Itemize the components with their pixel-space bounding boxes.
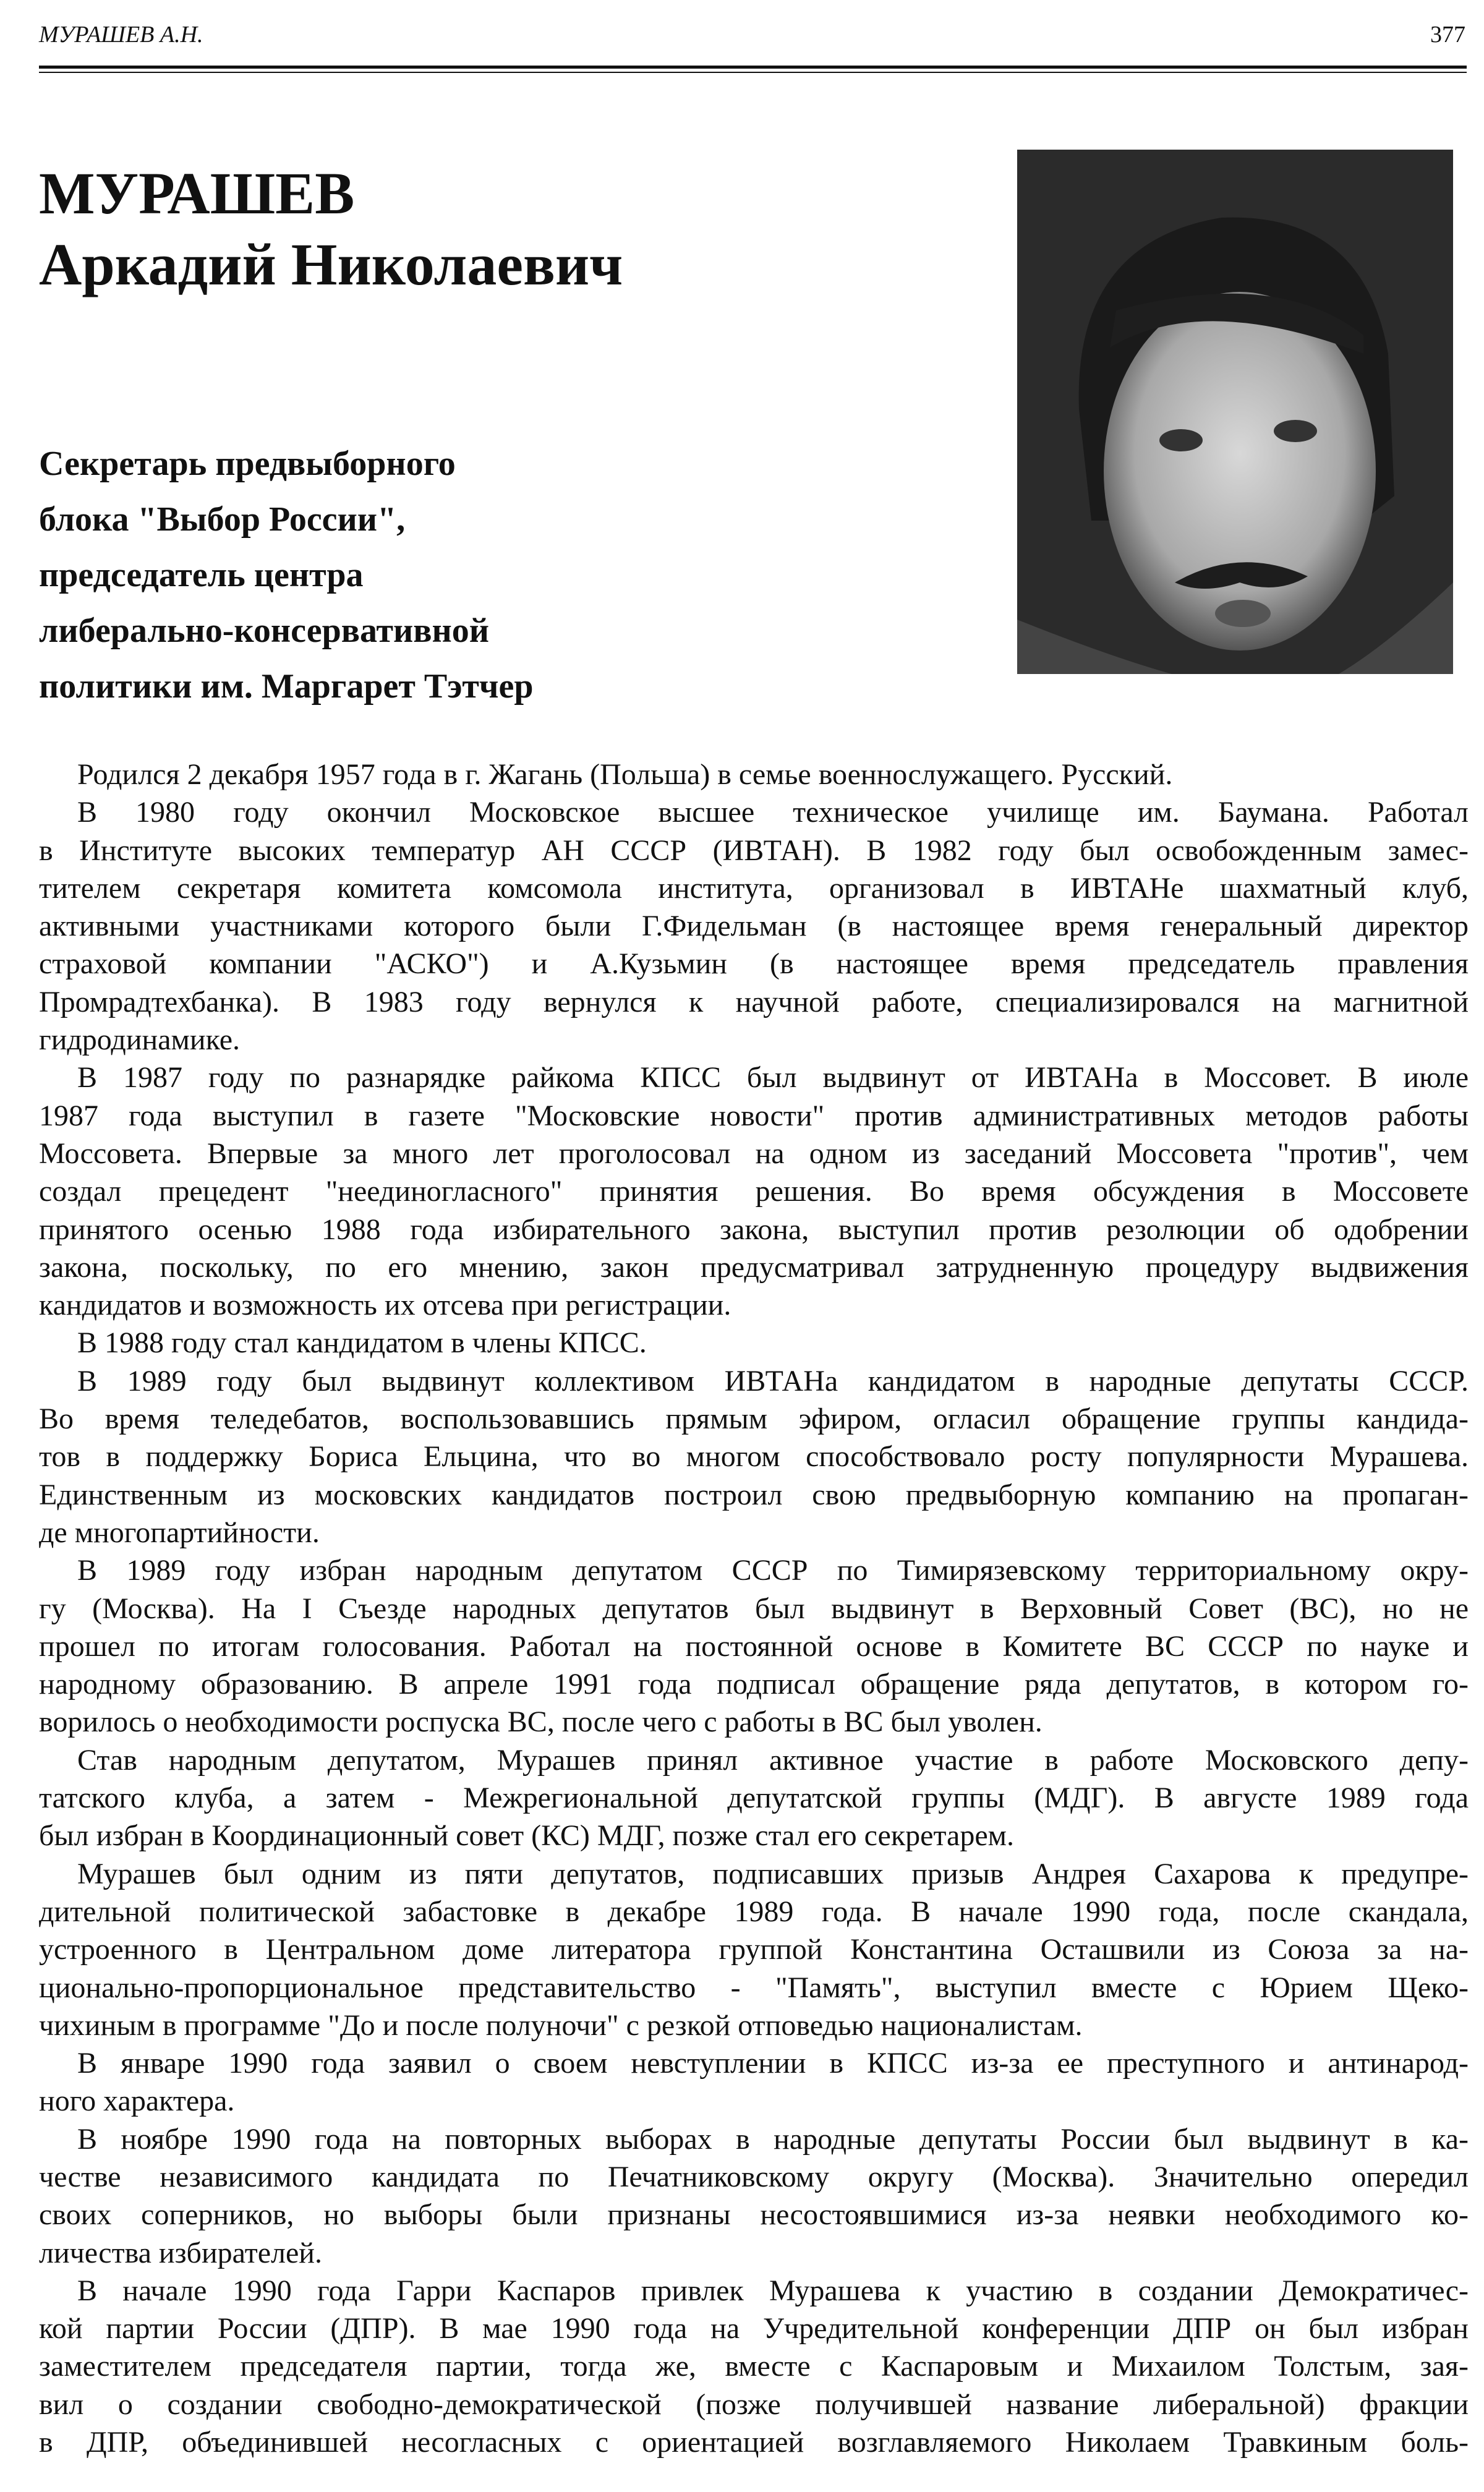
paragraph bbox=[39, 1551, 1469, 1741]
paragraph bbox=[39, 2120, 1469, 2272]
text-line: личества избирателей. bbox=[39, 2236, 322, 2269]
text-line: ного характера. bbox=[39, 2084, 235, 2118]
text-line: Моссовета. Впервые за много лет проголосовал на одном из заседаний Моссовета "против", чем bbox=[39, 1137, 1469, 1170]
text-line: В начале 1990 года Гарри Каспаров привлек Мурашева к участию в создании Демократичес- bbox=[77, 2274, 1469, 2307]
subtitle-line: блока "Выбор России", bbox=[39, 500, 406, 539]
text-line: тов в поддержку Бориса Ельцина, что во многом способствовало росту популярности Мурашева. bbox=[39, 1440, 1469, 1474]
text-line: создал прецедент "неединогласного" принятия решения. Во время обсуждения в Моссовете bbox=[39, 1175, 1469, 1208]
text-line: ворилось о необходимости роспуска ВС, после чего с работы в ВС был уволен. bbox=[39, 1705, 1043, 1739]
text-line: вил о создании свободно-демократической (позже получившей название либеральной) фракции bbox=[39, 2387, 1469, 2421]
entry-title bbox=[39, 158, 623, 300]
text-line: Став народным депутатом, Мурашев принял активное участие в работе Московского депу- bbox=[77, 1743, 1469, 1777]
header-rule-thin bbox=[39, 72, 1467, 73]
subtitle-line: либерально-консервативной bbox=[39, 612, 490, 650]
text-line: народному образованию. В апреле 1991 года подписал обращение ряда депутатов, в котором го- bbox=[39, 1668, 1469, 1701]
text-line: гу (Москва). На I Съезде народных депутатов был выдвинут в Верховный Совет (ВС), но не bbox=[39, 1592, 1469, 1625]
text-line: Во время теледебатов, воспользовавшись прямым эфиром, огласил обращение группы кандида- bbox=[39, 1402, 1469, 1436]
text-line: устроенного в Центральном доме литератора группой Константина Осташвили из Союза за на- bbox=[39, 1933, 1469, 1966]
text-line: тителем секретаря комитета комсомола института, организовал в ИВТАНе шахматный клуб, bbox=[39, 871, 1469, 905]
text-line: закона, поскольку, по его мнению, закон предусматривал затрудненную процедуру выдвижения bbox=[39, 1250, 1469, 1284]
text-line: В 1980 году окончил Московское высшее техническое училище им. Баумана. Работал bbox=[77, 796, 1469, 829]
paragraph bbox=[39, 1362, 1469, 1551]
text-line: в Институте высоких температур АН СССР (ИВТАН). В 1982 году был освобожденным замес- bbox=[39, 834, 1469, 867]
text-line: Промрадтехбанка). В 1983 году вернулся к научной работе, специализировался на магнитной bbox=[39, 985, 1469, 1018]
text-line: В 1989 году был выдвинут коллективом ИВТАНа кандидатом в народные депутаты СССР. bbox=[77, 1364, 1469, 1397]
subtitle-line: политики им. Маргарет Тэтчер bbox=[39, 667, 534, 706]
portrait-photo bbox=[1017, 150, 1453, 674]
text-line: кой партии России (ДПР). В мае 1990 года на Учредительной конференции ДПР он был избран bbox=[39, 2312, 1469, 2345]
text-line: ционально-пропорциональное представительство - "Память", выступил вместе с Юрием Щеко- bbox=[39, 1971, 1469, 2004]
text-line: В январе 1990 года заявил о своем невступлении в КПСС из-за ее преступного и антинарод- bbox=[77, 2047, 1469, 2080]
surname: МУРАШЕВ bbox=[39, 160, 355, 226]
header-rule-thick bbox=[39, 66, 1467, 69]
subtitle-line: председатель центра bbox=[39, 556, 364, 594]
text-line: В 1987 году по разнарядке райкома КПСС был выдвинут от ИВТАНа в Моссовет. В июле bbox=[77, 1061, 1469, 1095]
text-line: чихиным в программе "До и после полуночи" с резкой отповедью националистам. bbox=[39, 2008, 1083, 2042]
text-line: принятого осенью 1988 года избирательного закона, выступил против резолюции об одобрении bbox=[39, 1213, 1469, 1246]
text-line: гидродинамике. bbox=[39, 1023, 241, 1057]
text-line: кандидатов и возможность их отсева при регистрации. bbox=[39, 1289, 731, 1322]
text-line: своих соперников, но выборы были признаны несостоявшимися из-за неявки необходимого ко- bbox=[39, 2198, 1469, 2232]
text-line: В ноябре 1990 года на повторных выборах в народные депутаты России был выдвинут в ка- bbox=[77, 2122, 1469, 2156]
paragraph bbox=[39, 793, 1469, 1059]
running-head: МУРАШЕВ А.Н. bbox=[39, 22, 203, 48]
text-line: де многопартийности. bbox=[39, 1516, 320, 1549]
paragraph bbox=[39, 1741, 1469, 1855]
text-line: Единственным из московских кандидатов построил свою предвыборную компанию на пропаган- bbox=[39, 1478, 1469, 1511]
text-line: заместителем председателя партии, тогда же, вместе с Каспаровым и Михаилом Толстым, зая- bbox=[39, 2350, 1469, 2383]
text-line: в ДПР, объединившей несогласных с ориентацией возглавляемого Николаем Травкиным боль- bbox=[39, 2426, 1469, 2459]
text-line: татского клуба, а затем - Межрегиональной депутатской группы (МДГ). В августе 1989 года bbox=[39, 1782, 1469, 1815]
page-number: 377 bbox=[1430, 22, 1465, 48]
text-line: был избран в Координационный совет (КС) МДГ, позже стал его секретарем. bbox=[39, 1819, 1014, 1853]
text-line: Родился 2 декабря 1957 года в г. Жагань (Польша) в семье военнослужащего. Русский. bbox=[77, 758, 1173, 791]
subtitle-line: Секретарь предвыборного bbox=[39, 445, 456, 483]
paragraph bbox=[39, 1855, 1469, 2044]
text-line: В 1988 году стал кандидатом в члены КПСС. bbox=[77, 1326, 647, 1360]
paragraph bbox=[39, 1059, 1469, 1324]
given-names: Аркадий Николаевич bbox=[39, 231, 623, 297]
position-description bbox=[39, 436, 534, 714]
paragraph bbox=[39, 756, 1469, 793]
text-line: активными участниками которого были Г.Фидельман (в настоящее время генеральный директор bbox=[39, 910, 1469, 943]
text-line: В 1989 году избран народным депутатом СССР по Тимирязевскому территориальному окру- bbox=[77, 1554, 1469, 1587]
text-line: страховой компании "АСКО") и А.Кузьмин (в настоящее время председатель правления bbox=[39, 947, 1469, 981]
text-line: честве независимого кандидата по Печатниковскому округу (Москва). Значительно опередил bbox=[39, 2160, 1469, 2193]
paragraph bbox=[39, 2272, 1469, 2461]
text-line: прошел по итогам голосования. Работал на постоянной основе в Комитете ВС СССР по науке и bbox=[39, 1629, 1469, 1663]
text-line: Мурашев был одним из пяти депутатов, подписавших призыв Андрея Сахарова к предупре- bbox=[77, 1857, 1469, 1890]
biography-text bbox=[39, 756, 1469, 2461]
text-line: 1987 года выступил в газете "Московские новости" против административных методов работы bbox=[39, 1099, 1469, 1132]
paragraph bbox=[39, 1324, 1469, 1362]
paragraph bbox=[39, 2044, 1469, 2120]
text-line: дительной политической забастовке в декабре 1989 года. В начале 1990 года, после скандала, bbox=[39, 1895, 1469, 1928]
